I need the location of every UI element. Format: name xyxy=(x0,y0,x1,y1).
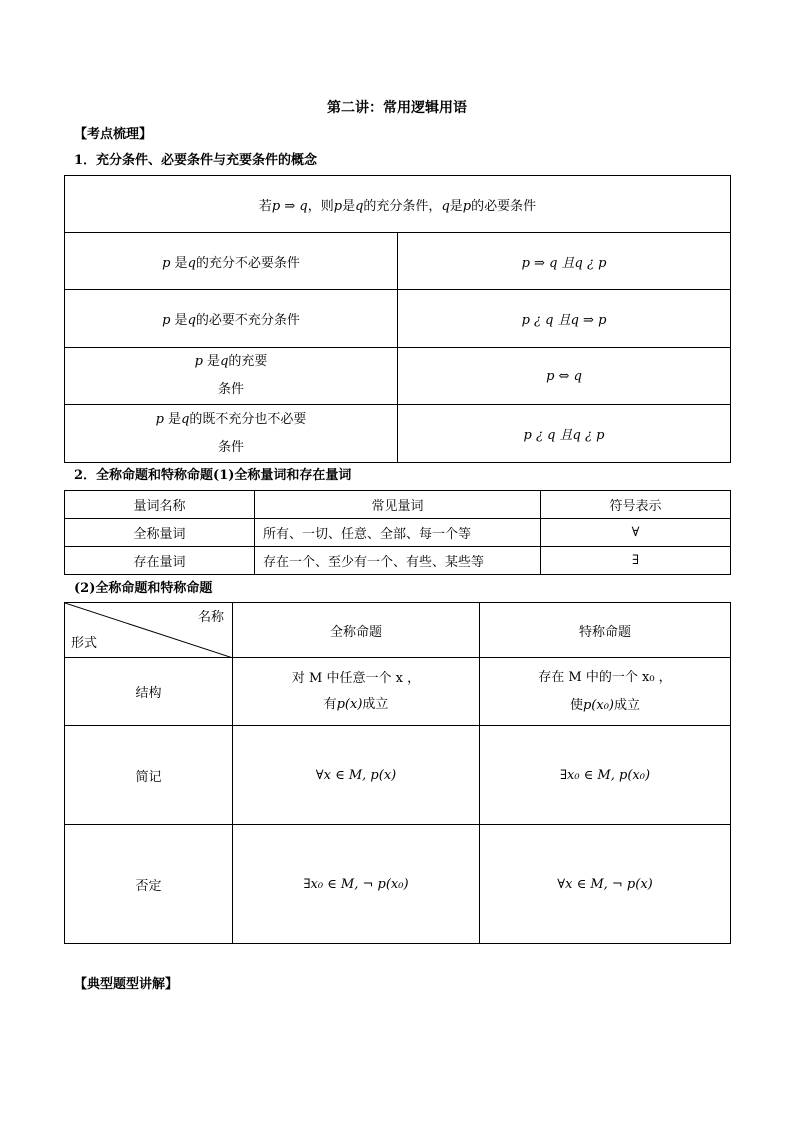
header-cell: 符号表示 xyxy=(541,491,731,519)
condition-formula: p ⇔ q xyxy=(398,348,731,405)
condition-formula: p ¿ q 且q ⇒ p xyxy=(398,290,731,348)
header-cell: 全称命题 xyxy=(233,603,480,658)
table-row xyxy=(65,547,731,575)
quantifier-symbol: ∃ xyxy=(541,547,731,575)
universal-negation: ∃x₀ ∈ M, ¬ p(x₀) xyxy=(233,825,480,944)
quantifier-symbol: ∀ xyxy=(541,519,731,547)
condition-name: p 是q的既不充分也不必要 条件 xyxy=(65,405,398,463)
table-header-row xyxy=(65,176,731,233)
page-title: 第二讲：常用逻辑用语 xyxy=(327,100,467,116)
condition-name: p 是q的充要 条件 xyxy=(65,348,398,405)
table-row xyxy=(65,348,731,405)
propositions-table xyxy=(64,602,731,944)
quantifier-words: 存在一个、至少有一个、有些、某些等 xyxy=(255,547,541,575)
table-header-row xyxy=(65,491,731,519)
row-label: 否定 xyxy=(65,825,233,944)
existential-structure: 存在 M 中的一个 x₀ ， 使p(x₀)成立 xyxy=(480,658,731,726)
table-row xyxy=(65,825,731,944)
existential-negation: ∀x ∈ M, ¬ p(x) xyxy=(480,825,731,944)
row-label: 简记 xyxy=(65,726,233,825)
corner-bottom-label: 形式 xyxy=(71,636,98,651)
table-row xyxy=(65,233,731,290)
existential-notation: ∃x₀ ∈ M, p(x₀) xyxy=(480,726,731,825)
universal-structure: 对 M 中任意一个 x ， 有p(x)成立 xyxy=(233,658,480,726)
table-header-row xyxy=(65,603,731,658)
heading-propositions: (2)全称命题和特称命题 xyxy=(74,581,213,596)
table-row xyxy=(65,405,731,463)
header-cell: 量词名称 xyxy=(65,491,255,519)
condition-formula: p ¿ q 且q ¿ p xyxy=(398,405,731,463)
section-dianxing: 【典型题型讲解】 xyxy=(74,977,179,992)
row-label: 结构 xyxy=(65,658,233,726)
heading-quantifiers: 2．全称命题和特称命题(1)全称量词和存在量词 xyxy=(74,468,352,483)
condition-name: p 是q的充分不必要条件 xyxy=(65,233,398,290)
diagonal-header-cell xyxy=(65,603,233,658)
corner-top-label: 名称 xyxy=(197,610,224,625)
table-row xyxy=(65,519,731,547)
table-row xyxy=(65,290,731,348)
universal-notation: ∀x ∈ M, p(x) xyxy=(233,726,480,825)
header-cell: 常见量词 xyxy=(255,491,541,519)
quantifier-words: 所有、一切、任意、全部、每一个等 xyxy=(255,519,541,547)
quantifier-table xyxy=(64,490,731,575)
heading-concepts: 1．充分条件、必要条件与充要条件的概念 xyxy=(74,153,318,168)
table-row xyxy=(65,658,731,726)
quantifier-name: 全称量词 xyxy=(65,519,255,547)
conditions-table xyxy=(64,175,731,463)
condition-name: p 是q的必要不充分条件 xyxy=(65,290,398,348)
section-kaodian: 【考点梳理】 xyxy=(74,127,153,142)
header-cell: 特称命题 xyxy=(480,603,731,658)
quantifier-name: 存在量词 xyxy=(65,547,255,575)
conditions-definition: 若p ⇒ q，则p是q的充分条件，q是p的必要条件 xyxy=(65,176,731,233)
table-row xyxy=(65,726,731,825)
condition-formula: p ⇒ q 且q ¿ p xyxy=(398,233,731,290)
